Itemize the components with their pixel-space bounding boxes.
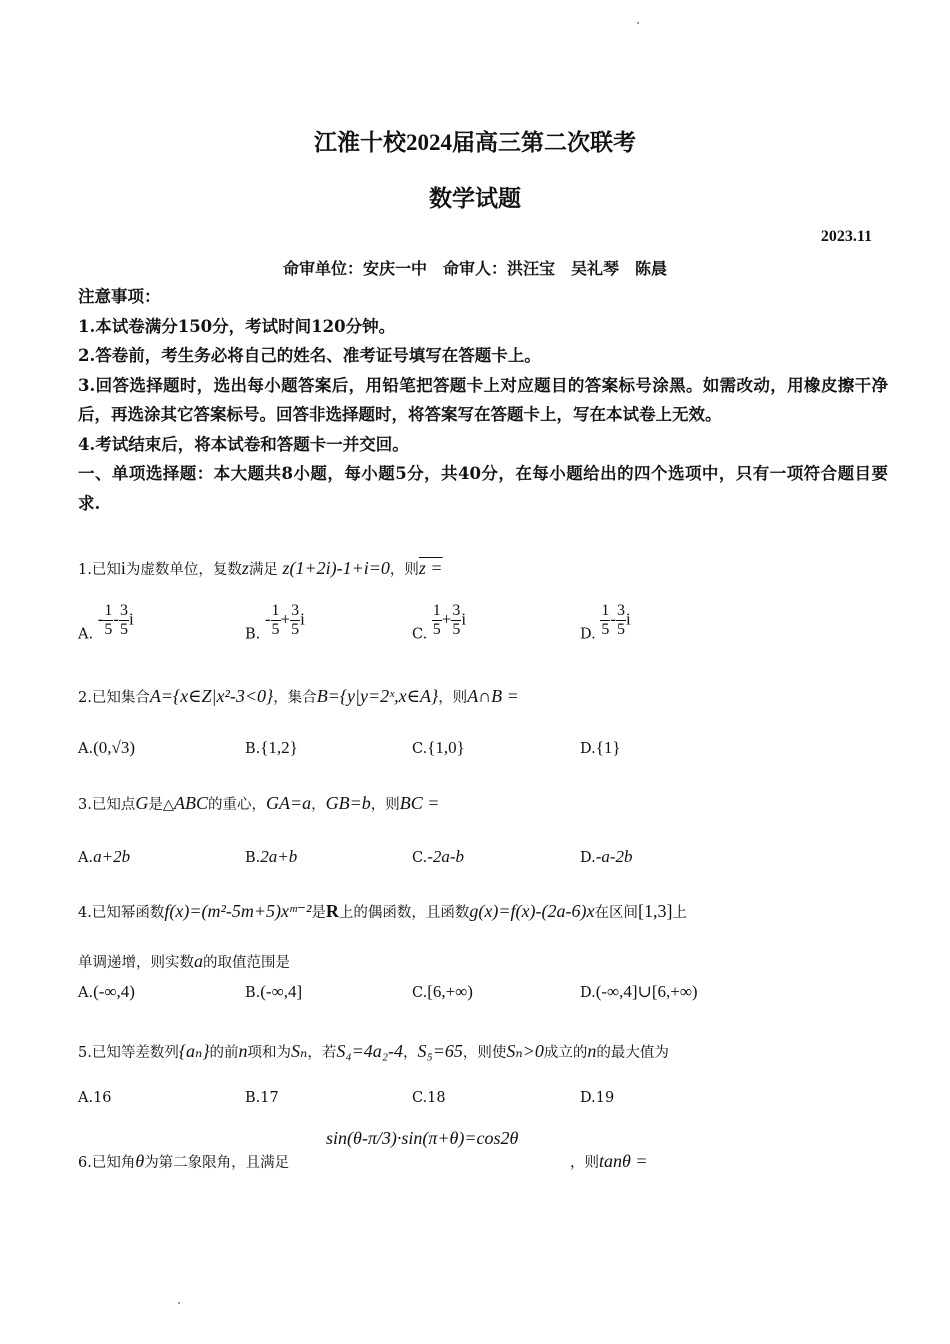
q4-text: 单调递增，则实数 — [78, 955, 194, 971]
q4-text: 的取值范围是 — [203, 955, 290, 971]
fraction: $\frac{1}{5}$ — [601, 602, 610, 638]
option-label: A. — [78, 626, 94, 643]
q5-inequality: Sₙ>0 — [506, 1041, 544, 1061]
fraction: $\frac{3}{5}$ — [120, 602, 129, 638]
q3-text: ，则 — [370, 797, 400, 813]
option-label: B. — [245, 985, 261, 1001]
option-value: {1,0} — [427, 738, 465, 757]
q2-option-b[interactable] — [245, 738, 298, 758]
q6-equation: sin(θ-π/3)·sin(π+θ)=cos2θ — [326, 1128, 519, 1148]
q2-set-b: B={y|y=2ˣ,x∈A} — [316, 686, 439, 706]
q4-text: 是 — [311, 905, 326, 921]
q4-text: 上 — [672, 905, 687, 921]
q4-text: 4.已知幂函数 — [78, 905, 165, 921]
q5-condition-s5: S₅=65 — [417, 1041, 463, 1061]
question-4-line-2 — [78, 951, 290, 972]
option-label: D. — [580, 626, 596, 643]
q3-text: ， — [311, 797, 326, 813]
q6-text: 6.已知角 — [78, 1155, 136, 1171]
q1-text: ，则 — [389, 562, 419, 578]
option-value: -2a-b — [427, 847, 465, 866]
q1-option-d[interactable]: D. $\frac{1}{5}$ - $\frac{3}{5}$ i — [580, 602, 631, 643]
question-4 — [78, 901, 687, 922]
exam-title: 江淮十校2024届高三第二次联考 — [314, 130, 636, 155]
q1-text: 为虚数单位，复数 — [125, 562, 242, 578]
q2-result: A∩B = — [467, 686, 519, 706]
option-label: A. — [78, 850, 94, 866]
option-value: {1,2} — [260, 738, 298, 757]
q3-vector-bc: BC = — [399, 793, 440, 813]
option-label: B. — [245, 850, 261, 866]
option-label: B. — [245, 626, 261, 643]
q5-text: ，若 — [307, 1045, 337, 1061]
q4-reals: R — [325, 901, 339, 921]
q1-z: z — [241, 558, 249, 578]
q4-option-a[interactable] — [78, 982, 135, 1002]
exam-subtitle: 数学试题 — [429, 186, 521, 211]
q3-option-d[interactable] — [580, 847, 633, 867]
option-label: D. — [580, 741, 596, 757]
q2-text: ，则 — [438, 690, 468, 706]
question-6 — [78, 1151, 289, 1172]
fraction: $\frac{1}{5}$ — [104, 602, 113, 638]
q5-option-a[interactable]: A.16 — [78, 1090, 112, 1106]
fraction: $\frac{3}{5}$ — [452, 602, 461, 638]
q1-text: 1.已知 — [78, 562, 121, 578]
q4-text: 在区间 — [594, 905, 638, 921]
q5-sequence: {aₙ} — [178, 1041, 210, 1061]
q5-text: 5.已知等差数列 — [78, 1045, 179, 1061]
q4-power-function: f(x)=(m²-5m+5)xᵐ⁻² — [164, 901, 312, 921]
q3-option-a[interactable] — [78, 847, 130, 867]
notice-item: 3.回答选择题时，选出每小题答案后，用铅笔把答题卡上对应题目的答案标号涂黑。如需改动，用橡皮擦干净后，再选涂其它答案标号。回答非选择题时，将答案写在答题卡上，写在本试卷上无效。 — [78, 375, 888, 424]
q1-equation: z(1+2i)-1+i=0 — [282, 558, 390, 578]
option-label: A. — [78, 741, 94, 757]
option-value: (-∞,4) — [93, 982, 135, 1001]
question-5 — [78, 1041, 669, 1062]
option-label: C. — [412, 626, 428, 643]
authors-line: 命审单位：安庆一中 命审人：洪汪宝 吴礼琴 陈晨 — [282, 259, 667, 278]
q5-variable-n: n — [238, 1041, 248, 1061]
q6-result: tanθ = — [599, 1151, 648, 1171]
q3-text: 3.已知点 — [78, 797, 136, 813]
q3-option-c[interactable] — [412, 847, 464, 867]
q2-text: 2.已知集合 — [78, 690, 150, 706]
exam-date: 2023.11 — [820, 228, 872, 245]
q4-function-g: g(x)=f(x)-(2a-6)x — [469, 901, 595, 921]
notice-item: 1.本试卷满分150分，考试时间120分钟。 — [78, 316, 396, 336]
q1-imag-unit: i — [120, 558, 126, 578]
option-value: a+2b — [93, 847, 131, 866]
q3-point-g: G — [135, 793, 149, 813]
q5-variable-n: n — [587, 1041, 597, 1061]
q6-text: ，则 — [570, 1155, 599, 1171]
q5-option-b[interactable]: B.17 — [245, 1090, 279, 1106]
option-label: C. — [412, 850, 428, 866]
q6-text: 为第二象限角，且满足 — [144, 1155, 290, 1171]
scan-speck — [178, 1302, 180, 1304]
question-1 — [78, 558, 443, 579]
option-label: D. — [580, 850, 596, 866]
fraction: $\frac{3}{5}$ — [617, 602, 625, 638]
question-2 — [78, 686, 519, 707]
q2-option-d[interactable] — [580, 738, 621, 758]
q3-text: 的重心， — [208, 797, 266, 813]
q1-text: 满足 — [248, 562, 278, 578]
q3-triangle: ABC — [174, 793, 208, 813]
option-label: C. — [412, 741, 428, 757]
q5-text: 的前 — [209, 1045, 239, 1061]
question-3 — [78, 793, 439, 814]
question-6-tail — [570, 1151, 648, 1172]
q3-text: 是△ — [148, 797, 174, 813]
q2-option-a[interactable] — [78, 738, 135, 758]
q5-text: 的最大值为 — [596, 1045, 669, 1061]
q4-variable-a: a — [194, 951, 203, 971]
fraction: $\frac{3}{5}$ — [291, 602, 300, 638]
q4-option-b[interactable] — [245, 982, 302, 1002]
option-value: 2a+b — [260, 847, 298, 866]
option-value: (-∞,4]∪[6,+∞) — [595, 982, 698, 1001]
scan-speck — [637, 22, 639, 24]
q1-conjugate: z = — [418, 558, 443, 578]
q2-option-c[interactable] — [412, 738, 465, 758]
q2-set-a: A={x∈Z|x²-3<0} — [149, 686, 274, 706]
q5-option-d[interactable]: D.19 — [580, 1090, 615, 1106]
q5-text: ， — [403, 1045, 418, 1061]
option-value: (0,√3) — [93, 738, 135, 757]
option-label: B. — [245, 741, 261, 757]
q4-option-d[interactable] — [580, 982, 698, 1002]
notice-item: 4.考试结束后，将本试卷和答题卡一并交回。 — [78, 434, 409, 454]
option-label: A. — [78, 985, 94, 1001]
q5-text: ，则使 — [462, 1045, 507, 1061]
option-value: {1} — [595, 738, 621, 757]
option-label: D. — [580, 985, 596, 1001]
option-value: -a-2b — [595, 847, 633, 866]
q2-text: ，集合 — [273, 690, 317, 706]
q4-text: 上的偶函数，且函数 — [338, 905, 470, 921]
q4-option-c[interactable] — [412, 982, 473, 1002]
option-value: (-∞,4] — [260, 982, 303, 1001]
q1-option-a[interactable]: A. - $\frac{1}{5}$ - $\frac{3}{5}$ i — [78, 602, 134, 643]
q3-option-b[interactable] — [245, 847, 297, 867]
notice-item: 2.答卷前，考生务必将自己的姓名、准考证号填写在答题卡上。 — [78, 346, 541, 365]
q5-text: 项和为 — [247, 1045, 292, 1061]
option-value: [6,+∞) — [427, 982, 473, 1001]
section-heading: 一、单项选择题：本大题共8小题，每小题5分，共40分，在每小题给出的四个选项中，只有一项符合题目要求. — [78, 464, 888, 513]
q1-option-c[interactable]: C. $\frac{1}{5}$ + $\frac{3}{5}$ i — [412, 602, 467, 643]
notice-heading: 注意事项： — [78, 287, 161, 306]
q3-vector-gb: GB=b — [325, 793, 371, 813]
q5-condition-s4: S₄=4a₂-4 — [336, 1041, 403, 1061]
q3-vector-ga: GA=a — [266, 793, 312, 813]
q4-interval: [1,3] — [637, 901, 673, 921]
q6-angle: θ — [135, 1151, 145, 1171]
q5-option-c[interactable]: C.18 — [412, 1090, 446, 1106]
option-label: C. — [412, 985, 428, 1001]
fraction: $\frac{1}{5}$ — [432, 602, 441, 638]
fraction: $\frac{1}{5}$ — [271, 602, 280, 638]
q5-sum: Sₙ — [291, 1041, 308, 1061]
q5-text: 成立的 — [543, 1045, 588, 1061]
q1-option-b[interactable]: B. - $\frac{1}{5}$ + $\frac{3}{5}$ i — [245, 602, 305, 643]
notice-block — [78, 282, 888, 518]
